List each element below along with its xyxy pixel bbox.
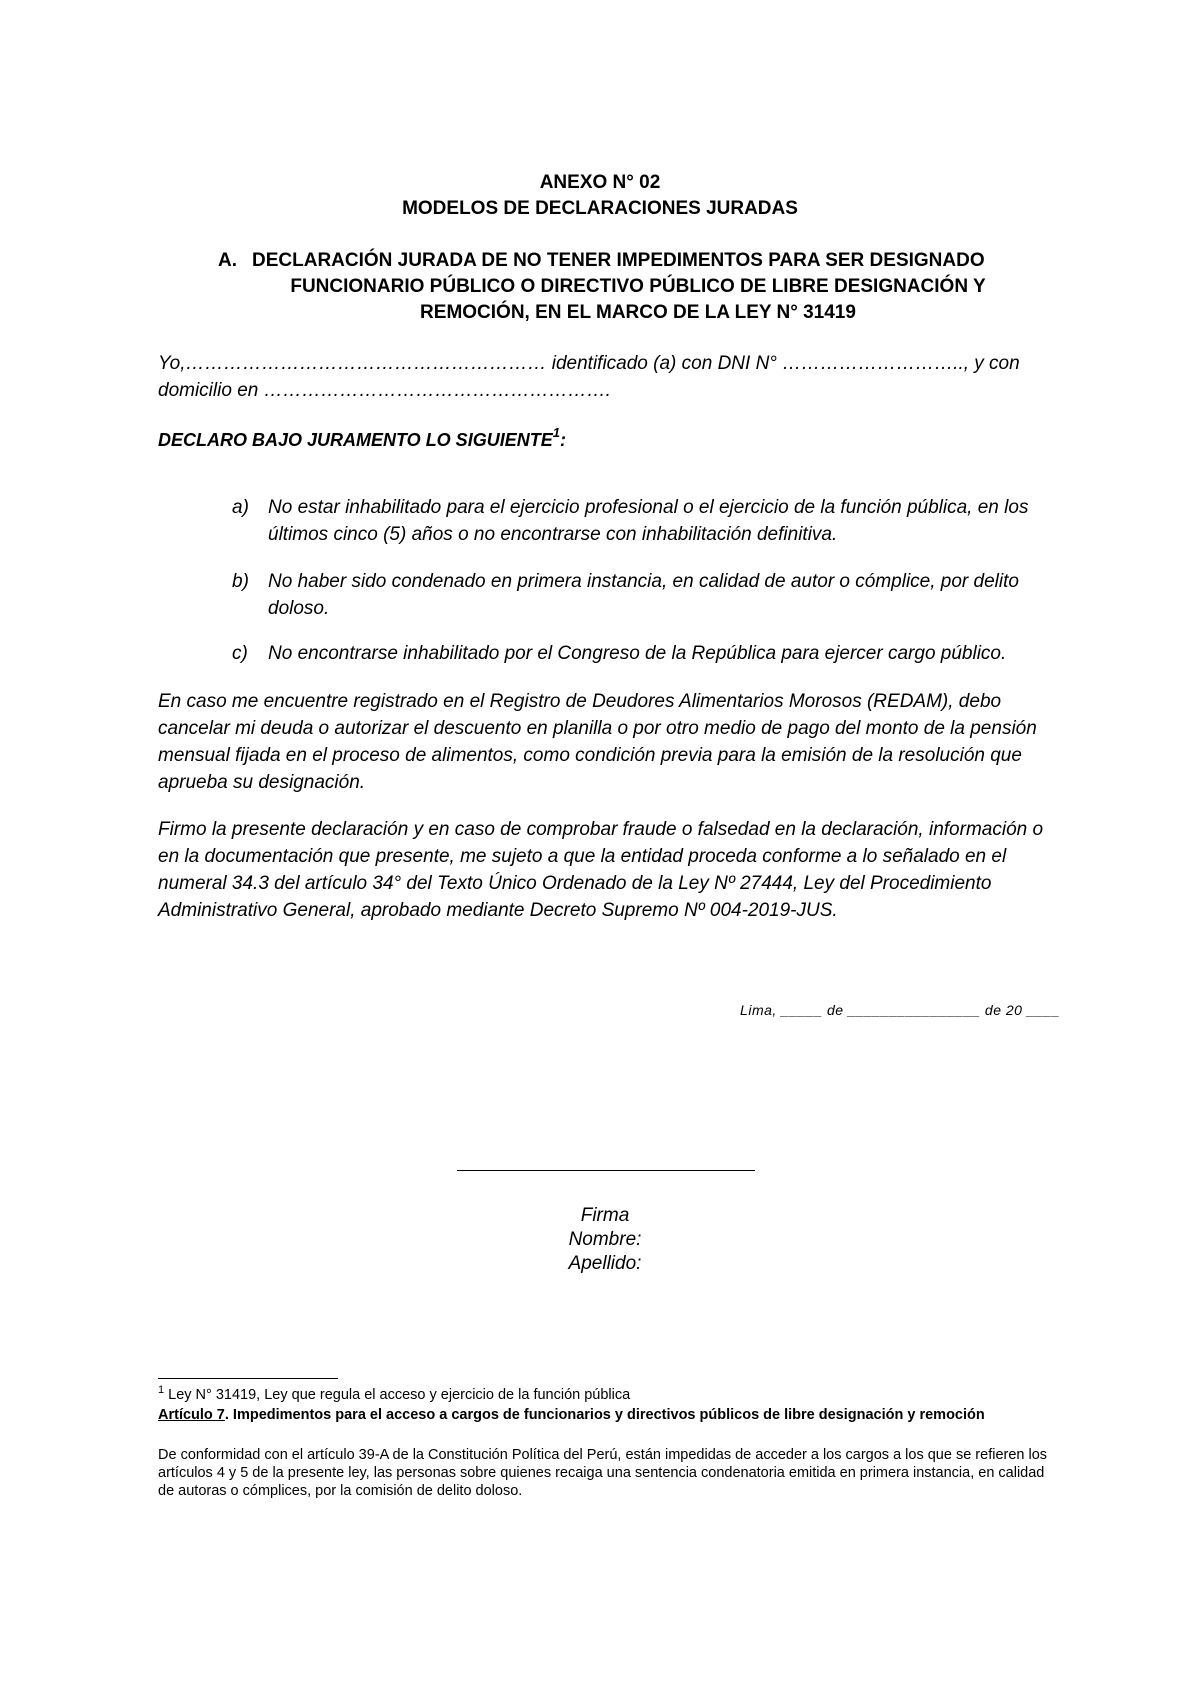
list-item-marker: c) bbox=[232, 643, 248, 664]
footnote-article bbox=[158, 1406, 1058, 1424]
annex-subtitle: MODELOS DE DECLARACIONES JURADAS bbox=[402, 198, 798, 219]
list-item-marker: b) bbox=[232, 571, 249, 592]
footnote-article-label: Artículo 7 bbox=[158, 1407, 225, 1423]
footnote-number: 1 bbox=[158, 1384, 165, 1397]
list-item-marker: a) bbox=[232, 497, 249, 518]
date-line: Lima, _____ de ________________ de 20 ____ bbox=[740, 1002, 1060, 1018]
intro-paragraph: Yo,………………………………………………… identificado (a) con DNI N° ……………………….., y con domicilio en ………………………………………………. bbox=[158, 353, 1020, 401]
footnote-separator bbox=[158, 1378, 338, 1379]
section-title-line-1: DECLARACIÓN JURADA DE NO TENER IMPEDIMENTOS PARA SER DESIGNADO bbox=[252, 250, 985, 271]
footnote-reference-text: Ley N° 31419, Ley que regula el acceso y ejercicio de la función pública bbox=[164, 1387, 631, 1403]
section-title-line-3: REMOCIÓN, EN EL MARCO DE LA LEY N° 31419 bbox=[420, 302, 856, 323]
surname-label: Apellido: bbox=[568, 1253, 642, 1274]
footnote-body: De conformidad con el artículo 39-A de la Constitución Política del Perú, están impedidas de acceder a los cargos a los que se refieren los artículos 4 y 5 de la presente ley, las personas sobre quienes recaiga una sentencia condenatoria emitida en primera instancia, en calidad de autoras o cómplices, por la comisión de delito doloso. bbox=[158, 1447, 1048, 1499]
name-label: Nombre: bbox=[568, 1229, 642, 1250]
list-item-text: No haber sido condenado en primera instancia, en calidad de autor o cómplice, por delito doloso. bbox=[268, 571, 1019, 619]
section-title-line-2: FUNCIONARIO PÚBLICO O DIRECTIVO PÚBLICO DE LIBRE DESIGNACIÓN Y bbox=[290, 276, 986, 297]
declaration-heading bbox=[158, 425, 1058, 451]
footnote-reference bbox=[158, 1386, 1058, 1404]
declaration-heading-suffix: : bbox=[559, 430, 566, 450]
list-item-text: No estar inhabilitado para el ejercicio profesional o el ejercicio de la función pública, en los últimos cinco (5) años o no encontrarse con inhabilitación definitiva. bbox=[268, 497, 1029, 545]
annex-title: ANEXO N° 02 bbox=[539, 172, 661, 193]
footnote-article-title: . Impedimentos para el acceso a cargos de funcionarios y directivos públicos de libre designación y remoción bbox=[224, 1407, 985, 1423]
signature-line bbox=[457, 1170, 755, 1171]
signature-label: Firma bbox=[580, 1205, 630, 1226]
section-letter: A. bbox=[218, 250, 237, 271]
signing-paragraph: Firmo la presente declaración y en caso de comprobar fraude o falsedad en la declaración, información o en la documentación que presente, me sujeto a que la entidad proceda conforme a lo señalado en el numeral 34.3 del artículo 34° del Texto Único Ordenado de la Ley Nº 27444, Ley del Procedimiento Administrativo General, aprobado mediante Decreto Supremo Nº 004-2019-JUS. bbox=[158, 819, 1044, 921]
list-item-text: No encontrarse inhabilitado por el Congreso de la República para ejercer cargo público. bbox=[268, 643, 1007, 664]
footnote-mark[interactable]: 1 bbox=[552, 425, 560, 440]
redam-paragraph: En caso me encuentre registrado en el Registro de Deudores Alimentarios Morosos (REDAM), debo cancelar mi deuda o autorizar el descuento en planilla o por otro medio de pago del monto de la pensión mensual fijada en el proceso de alimentos, como condición previa para la emisión de la resolución que aprueba su designación. bbox=[158, 691, 1037, 793]
declaration-heading-text: DECLARO BAJO JURAMENTO LO SIGUIENTE bbox=[158, 430, 553, 450]
